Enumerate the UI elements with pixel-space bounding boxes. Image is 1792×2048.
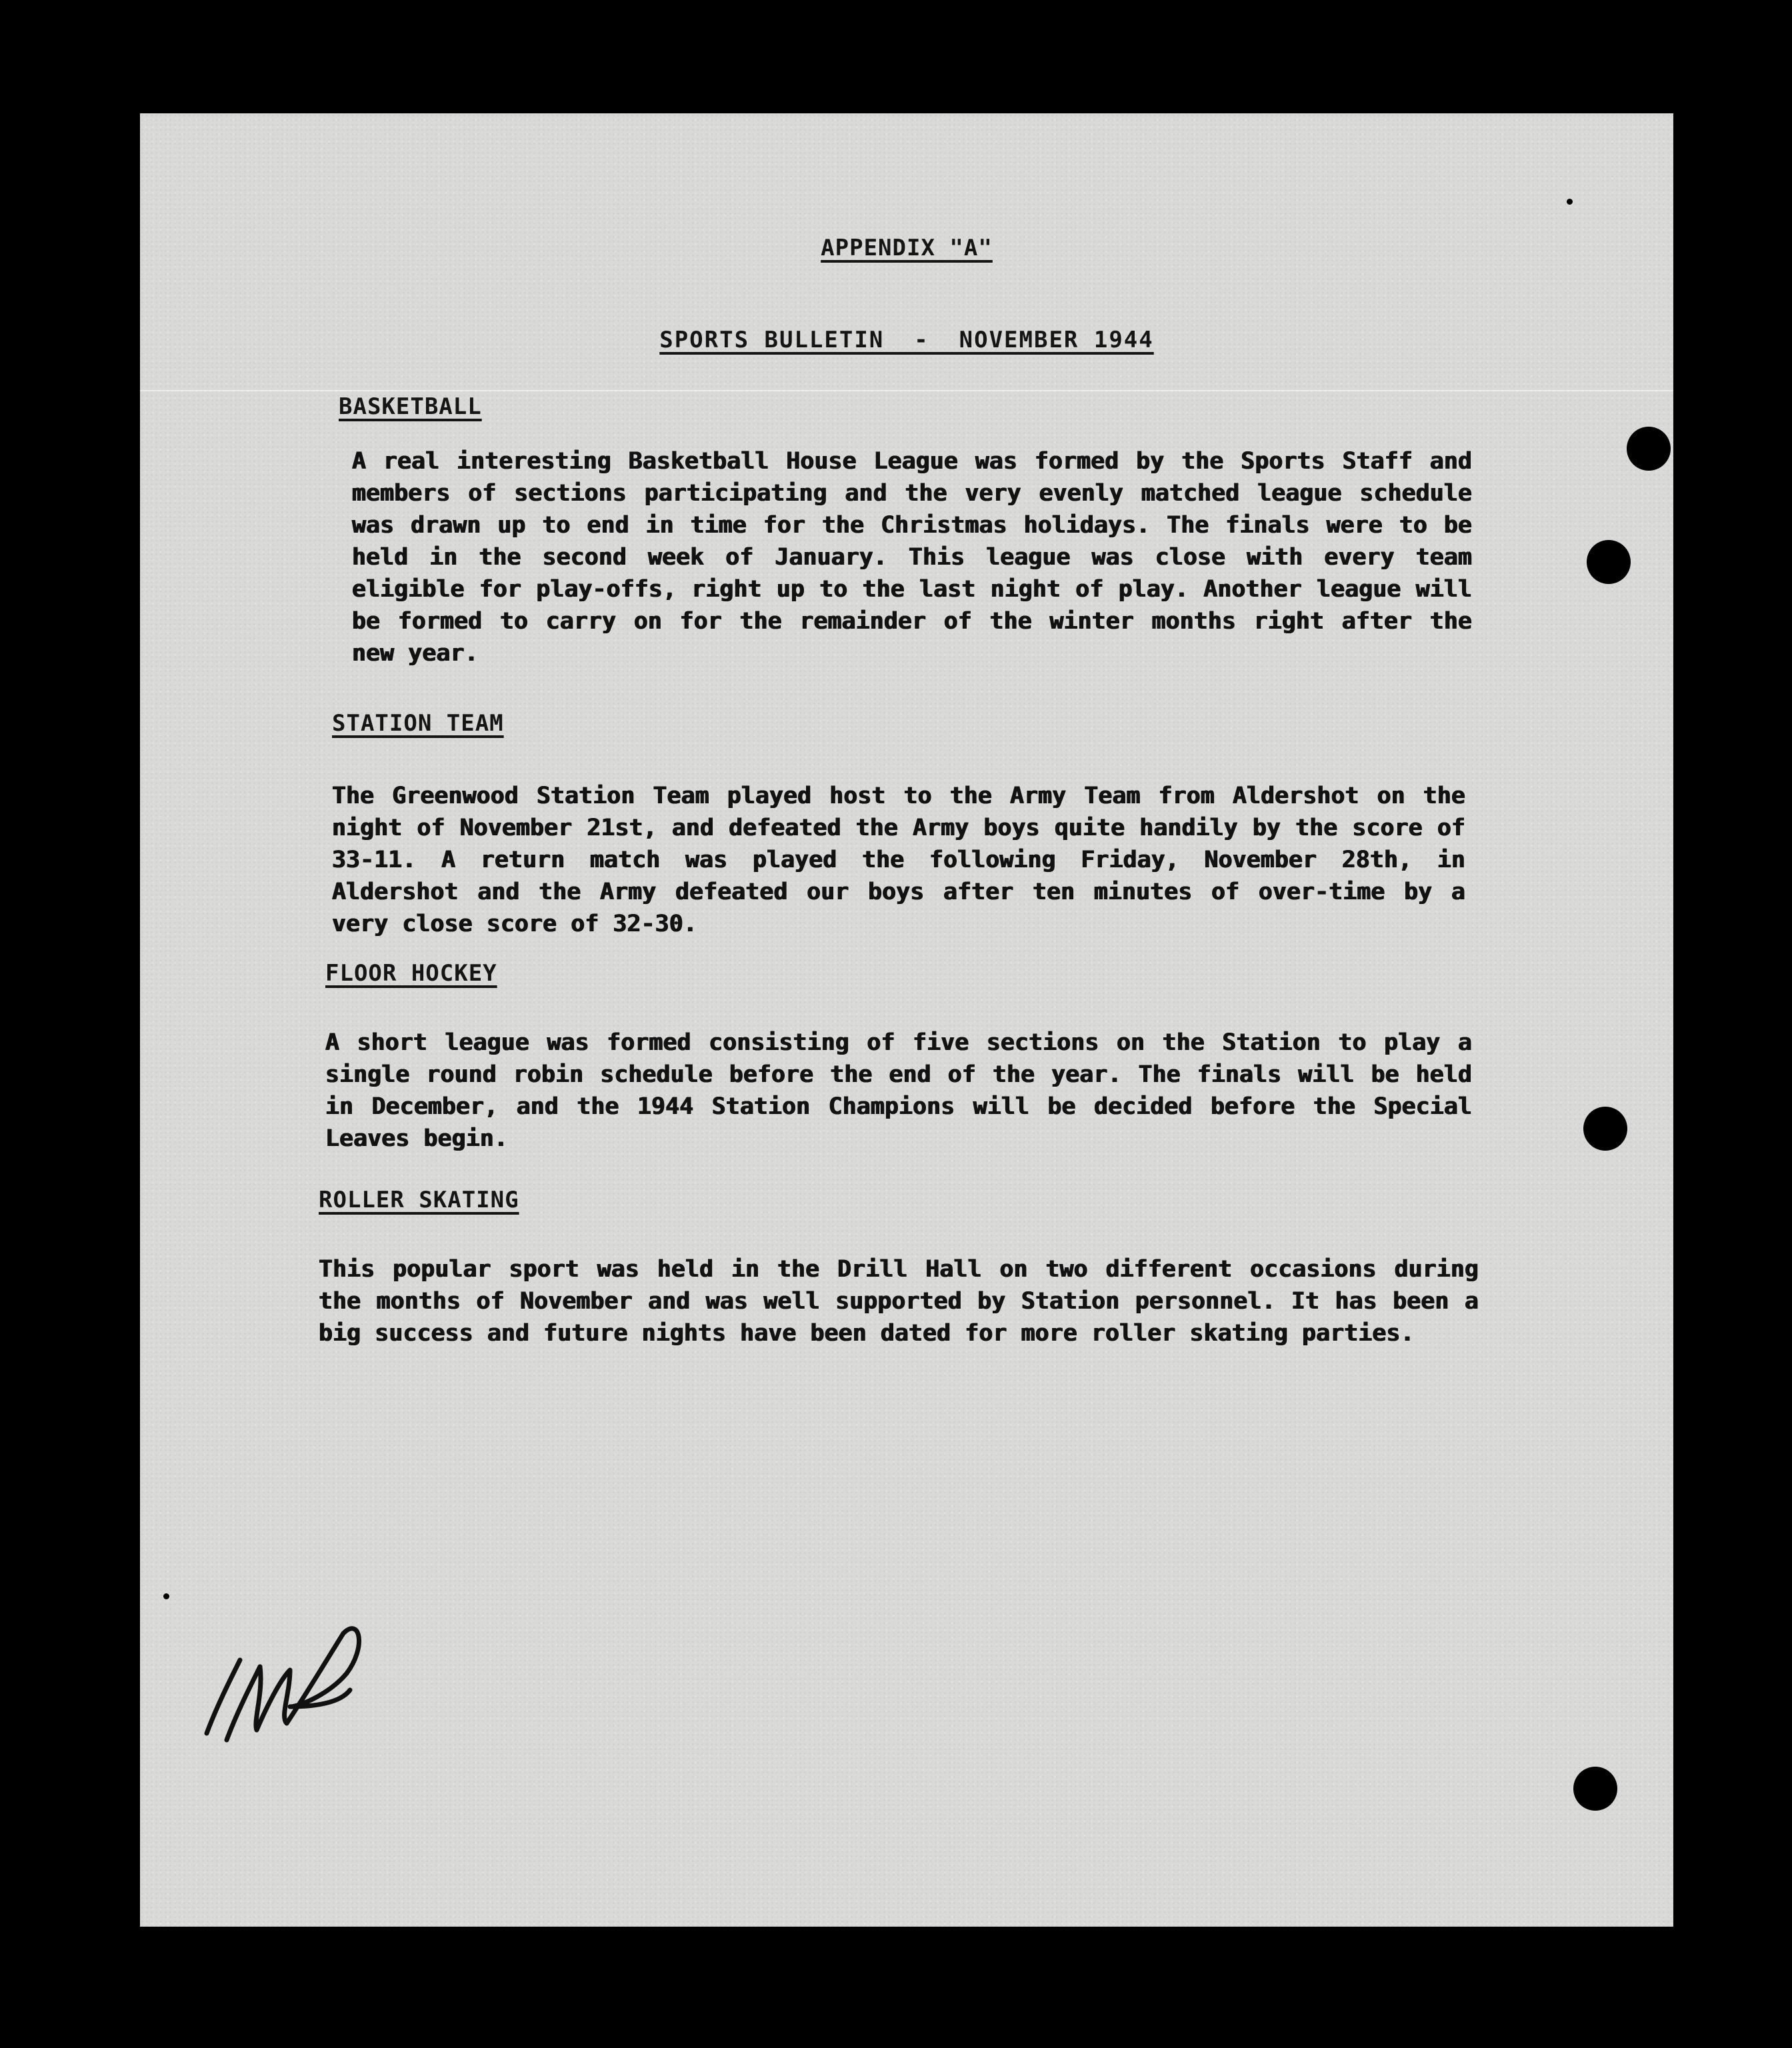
handwritten-signature: [180, 1607, 380, 1780]
bulletin-title: SPORTS BULLETIN - NOVEMBER 1944: [659, 327, 1154, 353]
document-page: [140, 113, 1673, 1927]
paper-fold-line: [140, 390, 1673, 391]
section-heading: BASKETBALL: [339, 393, 482, 420]
section-paragraph: The Greenwood Station Team played host to the Army Team from Aldershot on the night of November 21st, and defeated the Army boys quite handily by the score of 33-11. A return match was played the following Friday, November 28th, in Aldershot and the Army defeated our boys after ten minutes of over-time by a very close score of 32-30.: [332, 783, 1465, 937]
section-paragraph: A real interesting Basketball House League was formed by the Sports Staff and members of sections participating and the very evenly matched league schedule was drawn up to end in time for the Christmas holidays. The finals were to be held in the second week of January. This league was close with every team eligible for play-offs, right up to the last night of play. Another league will be formed to carry on for the remainder of the winter months right after the new year.: [352, 448, 1472, 667]
appendix-title: APPENDIX "A": [821, 235, 993, 261]
punch-hole: [1573, 1767, 1617, 1811]
section-paragraph: This popular sport was held in the Drill Hall on two different occasions during the months of November and was well supported by Station personnel. It has been a big success and future nights have been dated for more roller skating parties.: [319, 1256, 1479, 1347]
section-heading: ROLLER SKATING: [319, 1187, 519, 1213]
section-heading: FLOOR HOCKEY: [325, 960, 497, 987]
dust-speck: [163, 1593, 169, 1599]
section-heading: STATION TEAM: [332, 710, 504, 737]
dust-speck: [1567, 199, 1573, 205]
punch-hole: [1583, 1107, 1627, 1151]
section-paragraph: A short league was formed consisting of five sections on the Station to play a single round robin schedule before the end of the year. The finals will be held in December, and the 1944 Station Champions will be decided before the Special Leaves begin.: [325, 1029, 1472, 1152]
punch-hole: [1627, 427, 1671, 471]
punch-hole: [1587, 540, 1631, 584]
